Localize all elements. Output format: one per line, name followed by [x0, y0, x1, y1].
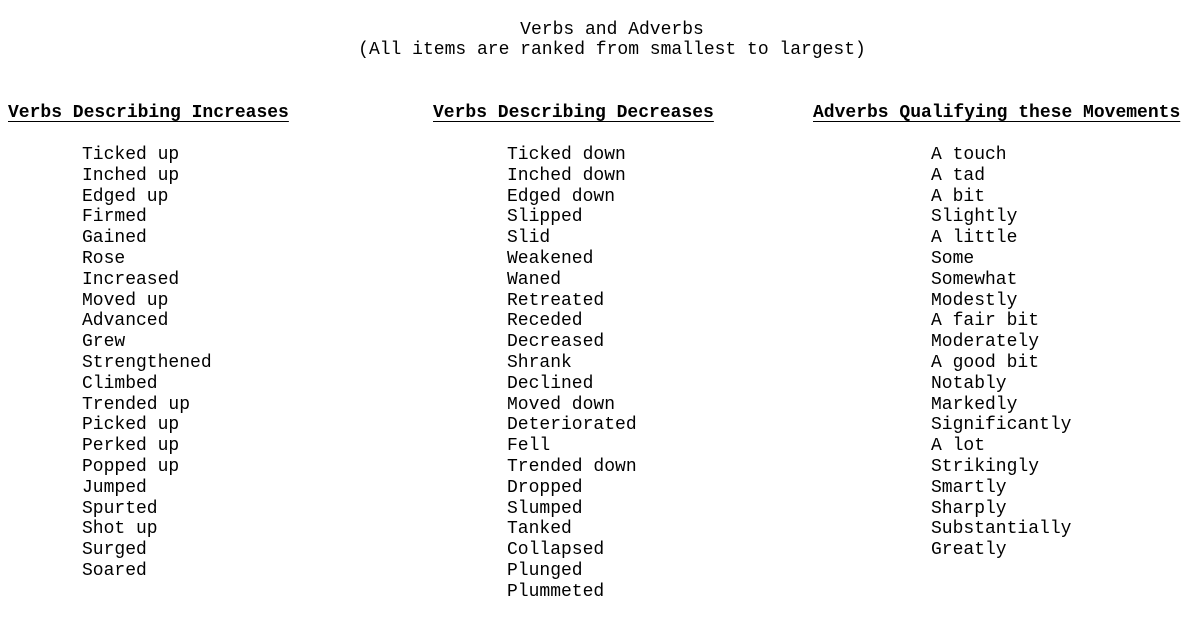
list-item: Picked up — [82, 415, 180, 436]
list-item: Perked up — [82, 436, 180, 457]
list-item: Plunged — [507, 560, 583, 581]
list-item: Decreased — [507, 332, 605, 353]
list-item: A bit — [931, 186, 986, 207]
page-title: Verbs and Adverbs — [520, 20, 704, 40]
adverbs-header: Adverbs Qualifying these Movements — [813, 103, 1181, 123]
list-item: Slightly — [931, 207, 1018, 228]
list-item: A lot — [931, 436, 986, 457]
list-item: Receded — [507, 311, 583, 332]
list-item: Declined — [507, 373, 594, 394]
list-item: Strikingly — [931, 456, 1040, 477]
list-item: Surged — [82, 540, 147, 561]
list-item: Slumped — [507, 498, 583, 519]
list-item: Fell — [507, 436, 551, 457]
list-item: Shot up — [82, 519, 158, 540]
list-item: Jumped — [82, 477, 147, 498]
list-item: Dropped — [507, 477, 583, 498]
list-item: Soared — [82, 560, 147, 581]
list-item: Substantially — [931, 519, 1072, 540]
list-item: A fair bit — [931, 311, 1040, 332]
list-item: Increased — [82, 269, 180, 290]
list-item: Plummeted — [507, 581, 605, 602]
list-item: Edged down — [507, 186, 616, 207]
list-item: Waned — [507, 269, 562, 290]
list-item: Inched down — [507, 165, 626, 186]
decreases-list — [507, 145, 637, 603]
list-item: Moved down — [507, 394, 616, 415]
list-item: Gained — [82, 228, 147, 249]
page-title-block — [0, 20, 1200, 60]
list-item: A little — [931, 228, 1018, 249]
list-item: Moderately — [931, 332, 1040, 353]
list-item: Trended up — [82, 394, 191, 415]
list-item: Greatly — [931, 540, 1007, 561]
list-item: Modestly — [931, 290, 1018, 311]
list-item: Slid — [507, 228, 551, 249]
list-item: A tad — [931, 165, 986, 186]
list-item: Markedly — [931, 394, 1018, 415]
list-item: Deteriorated — [507, 415, 637, 436]
list-item: Strengthened — [82, 352, 212, 373]
list-item: Spurted — [82, 498, 158, 519]
list-item: Grew — [82, 332, 126, 353]
list-item: Popped up — [82, 456, 180, 477]
list-item: Somewhat — [931, 269, 1018, 290]
list-item: Shrank — [507, 352, 572, 373]
list-item: Tanked — [507, 519, 572, 540]
list-item: Ticked up — [82, 145, 180, 165]
list-item: Notably — [931, 373, 1007, 394]
adverbs-list — [931, 145, 1071, 561]
list-item: Some — [931, 248, 975, 269]
list-item: Firmed — [82, 207, 147, 228]
list-item: A touch — [931, 145, 1007, 165]
list-item: Retreated — [507, 290, 605, 311]
list-item: Trended down — [507, 456, 637, 477]
list-item: Edged up — [82, 186, 169, 207]
list-item: Climbed — [82, 373, 158, 394]
list-item: Moved up — [82, 290, 169, 311]
list-item: Weakened — [507, 248, 594, 269]
list-item: A good bit — [931, 352, 1040, 373]
list-item: Ticked down — [507, 145, 626, 165]
list-item: Inched up — [82, 165, 180, 186]
list-item: Significantly — [931, 415, 1072, 436]
list-item: Sharply — [931, 498, 1007, 519]
list-item: Smartly — [931, 477, 1007, 498]
list-item: Collapsed — [507, 540, 605, 561]
increases-list — [82, 145, 212, 582]
page-subtitle: (All items are ranked from smallest to largest) — [358, 40, 866, 60]
decreases-header: Verbs Describing Decreases — [433, 103, 714, 123]
list-item: Advanced — [82, 311, 169, 332]
increases-header: Verbs Describing Increases — [8, 103, 289, 123]
list-item: Rose — [82, 248, 126, 269]
list-item: Slipped — [507, 207, 583, 228]
